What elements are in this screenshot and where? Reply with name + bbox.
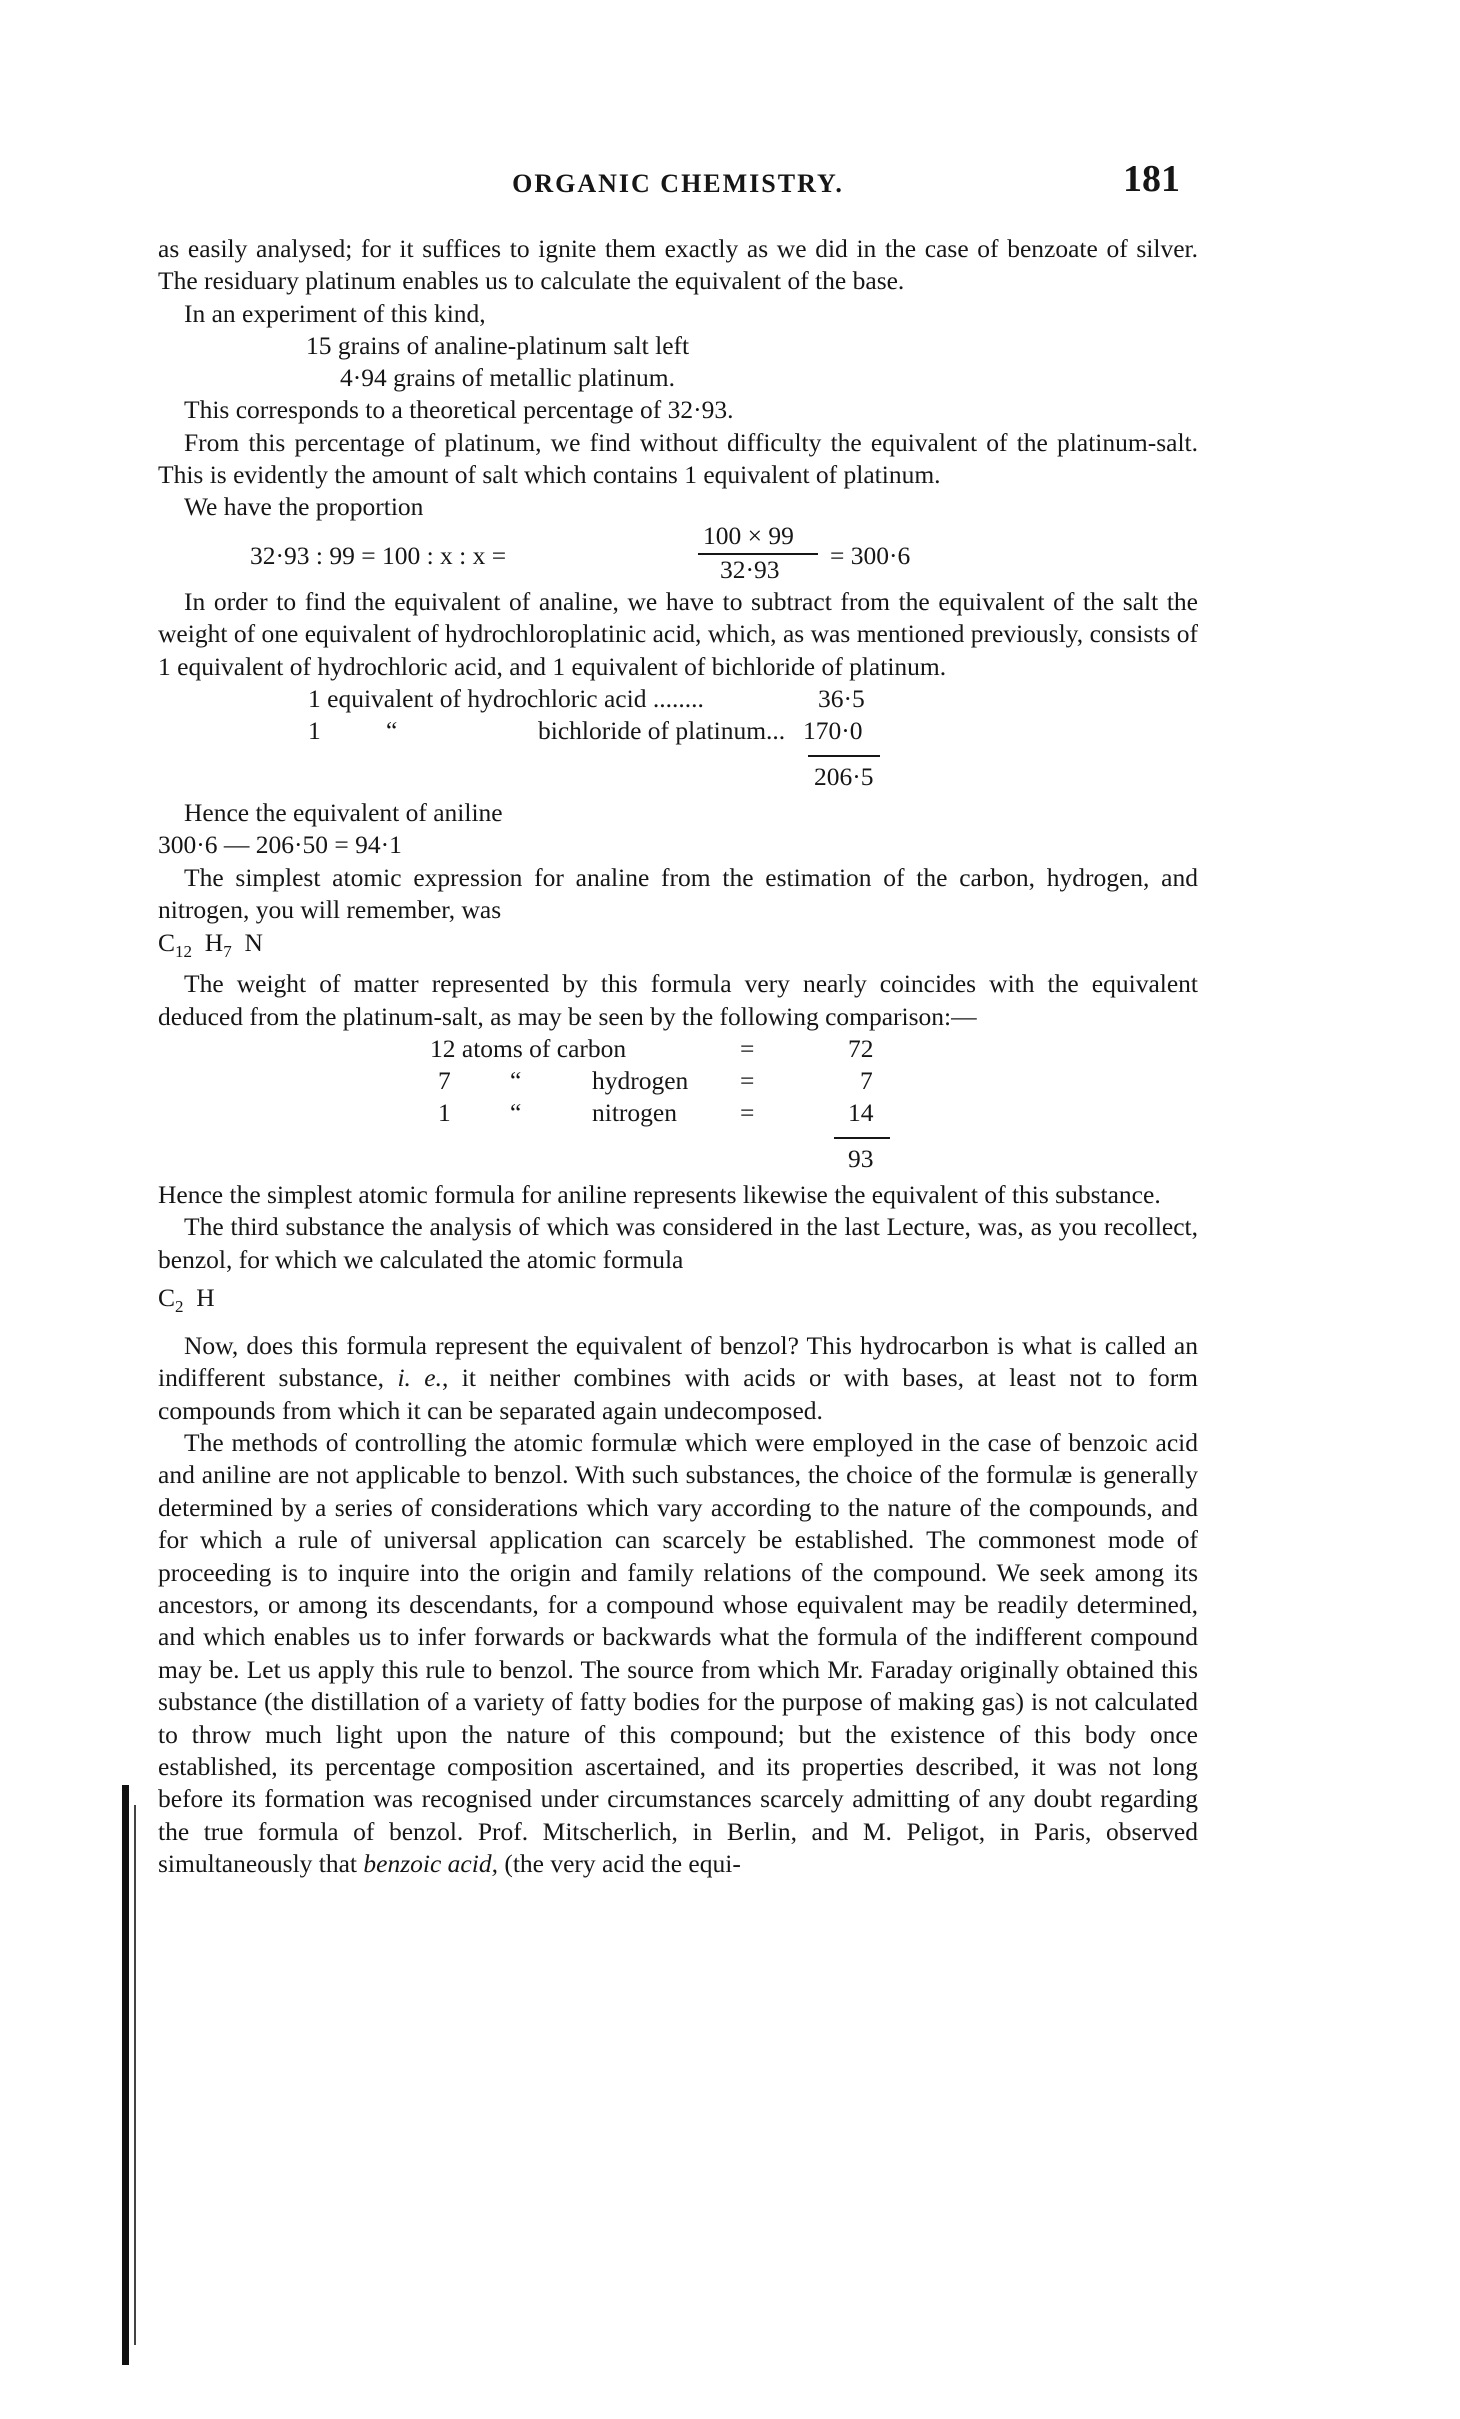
atoms-label: 12 atoms of carbon	[430, 1034, 627, 1063]
acid-total-row	[158, 747, 1198, 797]
atoms-row	[158, 1097, 1198, 1129]
experiment-line	[158, 362, 1198, 394]
atoms-value: 7	[860, 1066, 873, 1095]
atoms-total-row	[158, 1129, 1198, 1179]
paragraph: In an experiment of this kind,	[184, 298, 486, 328]
acid-count: 1	[308, 716, 321, 746]
paragraph: The methods of controlling the atomic formulæ which were employed in the case of benzoic acid and aniline are not applicable to benzol. With such substances, the choice of the formulæ is generally determined by a series of considerations which vary according to the nature of the compounds, and for which a rule of universal application can scarcely be established. The commonest mode of proceeding is to inquire into the origin and family relations of the compound. We seek among its ancestors, or among its descendants, for a compound whose equivalent may be readily determined, and which enables us to infer forwards or backwards what the formula of the indifferent compound may be. Let us apply this rule to benzol. The source from which Mr. Faraday originally obtained this substance (the distillation of a variety of fatty bodies for the purpose of making gas) is not calculated to throw much light upon the nature of this compound; but the existence of this body once established, its percentage composition ascertained, and its properties described, it was not long before its formation was recognised under circumstances scarcely admitting of any doubt regarding the true formula of benzol. Prof. Mitscherlich, in Berlin, and M. Peligot, in Paris, observed simultaneously that benzoic acid, (the very acid the equi-	[158, 1427, 1198, 1879]
page-header	[158, 158, 1198, 205]
page-body	[158, 233, 1198, 1881]
running-title: ORGANIC CHEMISTRY.	[512, 169, 844, 198]
equals-sign: =	[740, 1098, 755, 1127]
ditto-mark: “	[510, 1066, 522, 1095]
subtraction-equation: 300·6 — 206·50 = 94·1	[158, 830, 402, 860]
atoms-row	[158, 1065, 1198, 1097]
atoms-count: 1	[438, 1098, 451, 1127]
sum-rule	[808, 755, 880, 757]
paragraph: Hence the simplest atomic formula for aniline represents likewise the equivalent of this substance.	[158, 1180, 1161, 1209]
fraction-numerator: 100 × 99	[703, 520, 794, 550]
acid-row	[158, 715, 1198, 747]
atoms-total: 93	[848, 1144, 874, 1173]
ditto-mark: “	[386, 716, 398, 746]
atoms-value: 72	[848, 1034, 874, 1063]
aniline-formula: $C_{12}$ $H_7$ N	[158, 927, 263, 961]
acid-value: 170·0	[803, 716, 863, 746]
margin-bar-thin	[134, 1805, 136, 2345]
paragraph: From this percentage of platinum, we find without difficulty the equivalent of the platinum-salt. This is evidently the amount of salt which contains 1 equivalent of platinum.	[158, 427, 1198, 490]
proportion-lhs: 32·93 : 99 = 100 : x : x =	[250, 540, 507, 570]
acid-total: 206·5	[814, 762, 874, 792]
paragraph: This corresponds to a theoretical percentage of 32·93.	[184, 395, 734, 425]
paragraph: The weight of matter represented by this formula very nearly coincides with the equivalent deduced from the platinum-salt, as may be seen by the following comparison:—	[158, 969, 1198, 1031]
atoms-count: 7	[438, 1066, 451, 1095]
experiment-text: 4·94 grains of metallic platinum.	[340, 363, 675, 393]
paragraph: In order to find the equivalent of analine, we have to subtract from the equivalent of the salt the weight of one equivalent of hydrochloroplatinic acid, which, as was mentioned previously, consists of 1 equivalent of hydrochloric acid, and 1 equivalent of bichloride of platinum.	[158, 586, 1198, 681]
benzol-formula: $C_2$ H	[158, 1283, 215, 1317]
proportion-result: = 300·6	[830, 540, 911, 570]
acid-label: 1 equivalent of hydrochloric acid ........	[308, 684, 704, 714]
atoms-label: nitrogen	[592, 1098, 677, 1127]
fraction-denominator: 32·93	[720, 554, 780, 584]
paragraph: Now, does this formula represent the equivalent of benzol? This hydrocarbon is what is called an indifferent substance, i. e., it neither combines with acids or with bases, at least not to form compounds from which it can be separated again undecomposed.	[158, 1330, 1199, 1425]
experiment-text: 15 grains of analine-platinum salt left	[306, 331, 690, 361]
paragraph: Hence the equivalent of aniline	[184, 798, 503, 828]
paragraph: The third substance the analysis of which was considered in the last Lecture, was, as you recollect, benzol, for which we calculated the atomic formula	[158, 1212, 1198, 1274]
book-page	[158, 145, 1198, 2375]
ditto-mark: “	[510, 1098, 522, 1127]
acid-label: bichloride of platinum...	[538, 716, 786, 746]
margin-bar	[122, 1785, 129, 2365]
equals-sign: =	[740, 1066, 755, 1095]
page-number: 181	[1123, 158, 1180, 200]
acid-row	[158, 683, 1198, 715]
proportion-equation	[158, 520, 1198, 586]
acid-value: 36·5	[818, 684, 865, 714]
atoms-value: 14	[848, 1098, 874, 1127]
sum-rule	[834, 1137, 890, 1139]
paragraph: The simplest atomic expression for analine from the estimation of the carbon, hydrogen, and nitrogen, you will remember, was	[158, 862, 1198, 925]
atoms-label: hydrogen	[592, 1066, 689, 1095]
paragraph: We have the proportion	[184, 492, 424, 522]
paragraph: as easily analysed; for it suffices to ignite them exactly as we did in the case of benzoate of silver. The residuary platinum enables us to calculate the equivalent of the base.	[158, 234, 1198, 296]
equals-sign: =	[740, 1034, 755, 1063]
experiment-line	[158, 330, 1198, 362]
atoms-row	[158, 1033, 1198, 1065]
